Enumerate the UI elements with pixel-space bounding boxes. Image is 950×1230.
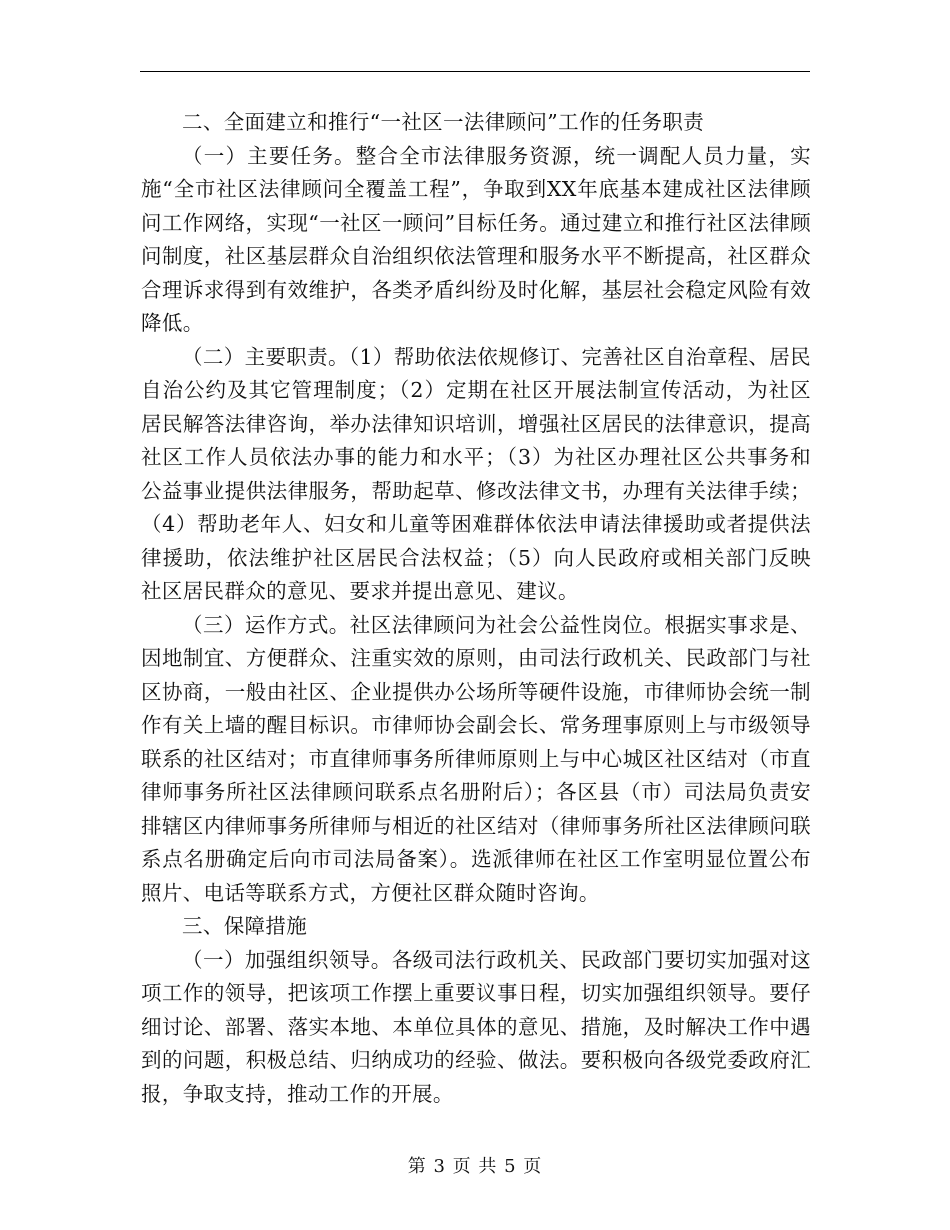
paragraph-main-duties: （二）主要职责。（1）帮助依法依规修订、完善社区自治章程、居民自治公约及其它管理制度；（2）定期在社区开展法制宣传活动，为社区居民解答法律咨询，举办法律知识培训，增强社区居民的法律意识，提高社区工作人员依法办事的能力和水平；（3）为社区办理社区公共事务和公益事业提供法律服务，帮助起草、修改法律文书，办理有关法律手续；（4）帮助老年人、妇女和儿童等困难群体依法申请法律援助或者提供法律援助，依法维护社区居民合法权益；（5）向人民政府或相关部门反映社区居民群众的意见、要求并提出意见、建议。	[141, 344, 811, 603]
paragraph-operation-mode: （三）运作方式。社区法律顾问为社会公益性岗位。根据实事求是、因地制宜、方便群众、注重实效的原则，由司法行政机关、民政部门与社区协商，一般由社区、企业提供办公场所等硬件设施，市律师协会统一制作有关上墙的醒目标识。市律师协会副会长、常务理事原则上与市级领导联系的社区结对；市直律师事务所律师原则上与中心城区社区结对（市直律师事务所社区法律顾问联系点名册附后）；各区县（市）司法局负责安排辖区内律师事务所律师与相近的社区结对（律师事务所社区法律顾问联系点名册确定后向市司法局备案）。选派律师在社区工作室明显位置公布照片、电话等联系方式，方便社区群众随时咨询。	[141, 612, 811, 905]
document-body	[141, 106, 811, 1111]
header-rule	[140, 71, 810, 72]
section-heading-3: 三、保障措施	[182, 914, 308, 938]
paragraph-main-tasks: （一）主要任务。整合全市法律服务资源，统一调配人员力量，实施“全市社区法律顾问全覆盖工程”，争取到XX年底基本建成社区法律顾问工作网络，实现“一社区一顾问”目标任务。通过建立和推行社区法律顾问制度，社区基层群众自治组织依法管理和服务水平不断提高，社区群众合理诉求得到有效维护，各类矛盾纠纷及时化解，基层社会稳定风险有效降低。	[141, 143, 811, 335]
page-number-footer: 第 3 页 共 5 页	[407, 1156, 543, 1177]
section-heading-2: 二、全面建立和推行“一社区一法律顾问”工作的任务职责	[182, 110, 705, 134]
paragraph-organization-leadership: （一）加强组织领导。各级司法行政机关、民政部门要切实加强对这项工作的领导，把该项工作摆上重要议事日程，切实加强组织领导。要仔细讨论、部署、落实本地、本单位具体的意见、措施，及时解决工作中遇到的问题，积极总结、归纳成功的经验、做法。要积极向各级党委政府汇报，争取支持，推动工作的开展。	[141, 947, 811, 1106]
